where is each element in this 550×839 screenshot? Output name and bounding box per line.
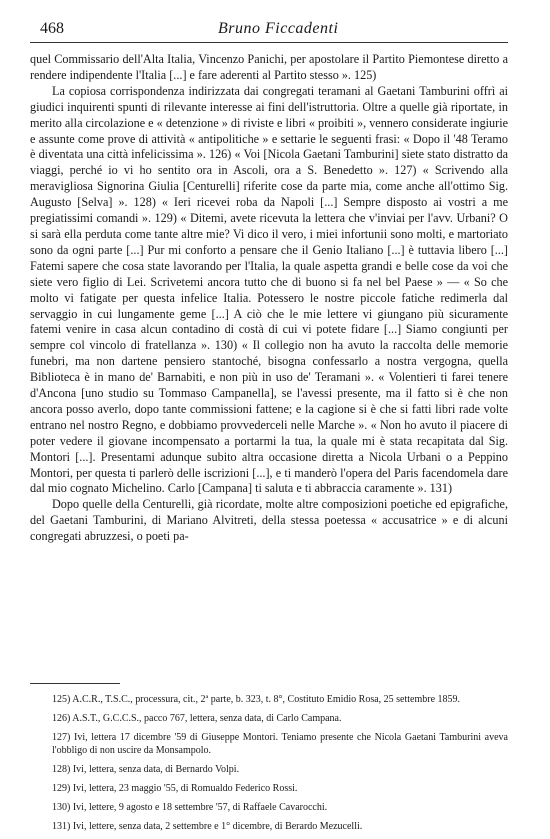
- footnote-127: 127) Ivi, lettera 17 dicembre '59 di Giuseppe Montori. Teniamo presente che Nicola Gaetani Tamburini aveva l'obbligo di non uscire da Monsampolo.: [52, 732, 508, 756]
- page-header: [40, 20, 516, 42]
- footnote-129: 129) Ivi, lettera, 23 maggio '55, di Romualdo Federico Rossi.: [52, 783, 298, 794]
- paragraph: La copiosa corrispondenza indirizzata dai congregati teramani al Gaetani Tamburini offrì ai giudici inquirenti spunti di rilevante interesse ai fini dell'istruttoria. Oltre a quelle già riportate, in merito alla circolazione e « detenzione » di riviste e libri « proibiti », vennero considerate ingiurie e assunte come prove di attività « antipolitiche » e settarie le seguenti frasi: « Dopo il '48 Teramo è diventata una città infelicissima ». 126) « Voi [Nicola Gaetani Tamburini] siete stato distratto da viaggi, perché io vi ho sentito ora in Ascoli, ora a S. Benedetto ». 127) « Scrivendo alla meravigliosa Signorina Giulia [Centurelli] riferite cose da parte mia, come anche all'ottimo Sig. Augusto [Selva] ». 128) « Ieri ricevei roba da Napoli [...] Sempre disposto ai vostri a me pregiatissimi comandi ». 129) « Ditemi, avete ricevuta la lettera che v'inviai per l'avv. Urbani? O si sarà ella perduta come tante altre mie? Vi dico il vero, i miei infortunii sono molti, e martoriato sono da ogni parte [...] Pur mi conforto a pensare che il Genio Italiano [...] è tuttavia libero [...] Fatemi sapere che cosa state lavorando per l'Italia, la quale aspetta grandi e belle cose da voi che siete vero figlio di Lei. Scrivetemi ancora tutto che di buono si fa nel bel Paese » — « So che molto vi fatigate per questa infelice Italia. Potessero le nostre piccole fatiche redimerla dal servaggio in cui lungamente geme [...] A ciò che le mie lettere vi giungano più sicuramente fatemi venire in casa alcun contadino di costà di cui vi potete fidare [...] Siamo congiunti per sempre col vincolo di fratellanza ». 130) « Il collegio non ha avuto la raccolta delle memorie funebri, ma non dartene pensiero stantoché, bisogna confessarlo a nostra vergogna, quella Biblioteca è in mano de' Barnabiti, e non più in uso de' Teramani ». « Volentieri ti farei tenere d'Ancona [uno studio su Tommaso Campanella], se l'avessi presente, ma il fatto si è che non ancora posso averlo, dopo tante commissioni fattene; e la cagione si è che si fatti libri rade volte entrano nel nostro Regno, e dobbiamo provvederceli nelle Marche ». « Non ho avuto il piacere di poter vedere il giovane incompensato a portarmi la tua, la quale mi è stata recapitata dal Sig. Montori [...]. Presentami adunque subito altra occasione diretta a Nicola Urbani o a Peppino Montori, per questa ti parlerò delle iscrizioni [...], e ti manderò l'opera del Paris facendomela dare dal mio cognato Michelino. Carlo [Campana] ti saluta e ti abbraccia caramente ». 131): [30, 83, 508, 496]
- paragraph: quel Commissario dell'Alta Italia, Vincenzo Panichi, per apostolare il Partito Piemontese diretto a rendere indipendente l'Italia [...] e fare aderenti al Partito stesso ». 125): [30, 52, 508, 82]
- footnote-126: 126) A.S.T., G.C.C.S., pacco 767, lettera, senza data, di Carlo Campana.: [52, 713, 342, 724]
- footnote-125: 125) A.C.R., T.S.C., processura, cit., 2ª parte, b. 323, t. 8°, Costituto Emidio Rosa, 25 settembre 1859.: [52, 694, 461, 705]
- footnote-128: 128) Ivi, lettera, senza data, di Bernardo Volpi.: [52, 764, 240, 775]
- footnotes: [30, 693, 508, 839]
- page-number: 468: [40, 20, 64, 37]
- paragraph: Dopo quelle della Centurelli, già ricordate, molte altre composizioni poetiche ed epigrafiche, del Gaetani Tamburini, di Mariano Alvitreti, della stessa poetessa « accusatrice » e di alcuni congregati abruzzesi, o poeti pa-: [30, 497, 508, 544]
- footnote-rule: [30, 683, 120, 684]
- footnote-131: 131) Ivi, lettere, senza data, 2 settembre e 1° dicembre, di Berardo Mezucelli.: [52, 821, 363, 832]
- footnote-130: 130) Ivi, lettere, 9 agosto e 18 settembre '57, di Raffaele Cavarocchi.: [52, 802, 328, 813]
- body-text: [30, 52, 508, 545]
- header-rule: [30, 42, 508, 43]
- running-title: Bruno Ficcadenti: [218, 20, 339, 37]
